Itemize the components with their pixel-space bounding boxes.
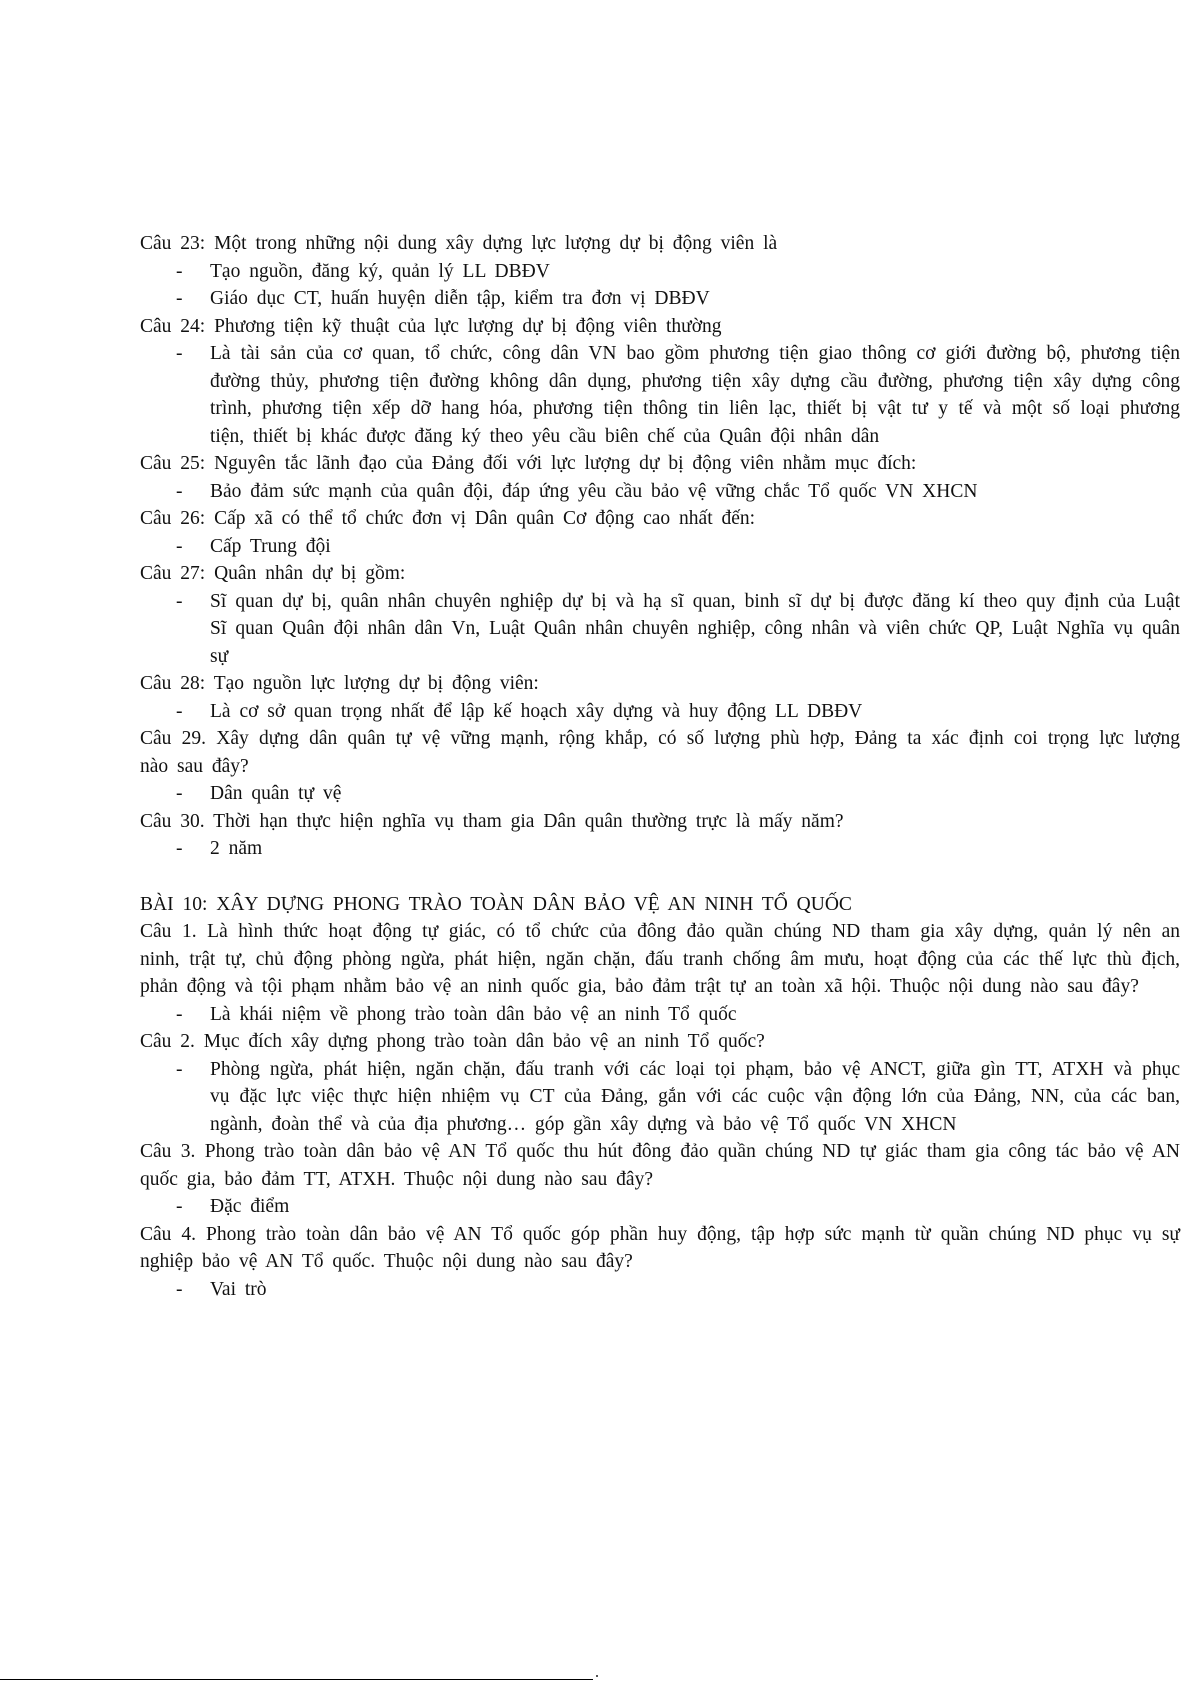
answer-23-2 — [140, 285, 1180, 313]
document-body — [140, 230, 1180, 1303]
bullet-dash: - — [176, 343, 183, 364]
answer-text: Phòng ngừa, phát hiện, ngăn chặn, đấu tranh với các loại tọi phạm, bảo vệ ANCT, giữa gìn TT, ATXH và phục vụ đặc lực việc thực hiện nhiệm vụ CT của Đảng, gắn với các cuộc vận động lớn của Đảng, NN, của các ban, ngành, đoàn thể và của địa phương… góp gần xây dựng và bảo vệ Tổ quốc VN XHCN — [210, 1058, 1180, 1135]
answer-28 — [140, 698, 1180, 726]
answer-text: Dân quân tự vệ — [210, 783, 342, 804]
question-26: Câu 26: Cấp xã có thể tổ chức đơn vị Dân quân Cơ động cao nhất đến: — [140, 508, 756, 529]
question-29: Câu 29. Xây dựng dân quân tự vệ vững mạnh, rộng khắp, có số lượng phù hợp, Đảng ta xác định coi trọng lực lượng nào sau đây? — [140, 728, 1180, 777]
bullet-dash: - — [176, 783, 183, 804]
answer-text: Là khái niệm về phong trào toàn dân bảo vệ an ninh Tổ quốc — [210, 1003, 737, 1025]
answer-29 — [140, 780, 1180, 808]
answer-4 — [140, 1276, 1180, 1304]
question-25: Câu 25: Nguyên tắc lãnh đạo của Đảng đối với lực lượng dự bị động viên nhằm mục đích: — [140, 453, 917, 474]
answer-text: Là tài sản của cơ quan, tổ chức, công dân VN bao gồm phương tiện giao thông cơ giới đường bộ, phương tiện đường thủy, phương tiện đường không dân dụng, phương tiện xây dựng cầu đường, phương tiện xây dựng công trình, phương tiện xếp dỡ hang hóa, phương tiện thông tin liên lạc, thiết bị vật tư y tế và một số loại phương tiện, thiết bị khác được đăng ký theo yêu cầu biên chế của Quân đội nhân dân — [210, 343, 1180, 447]
question-2: Câu 2. Mục đích xây dựng phong trào toàn dân bảo vệ an ninh Tổ quốc? — [140, 1031, 765, 1052]
footer-mark — [596, 1675, 598, 1677]
answer-27 — [140, 588, 1180, 671]
bullet-dash: - — [176, 260, 183, 282]
bullet-dash: - — [176, 700, 183, 722]
bullet-dash: - — [176, 480, 183, 502]
answer-text: Đặc điểm — [210, 1196, 290, 1217]
bullet-dash: - — [176, 1058, 183, 1080]
answer-text: Bảo đảm sức mạnh của quân đội, đáp ứng yêu cầu bảo vệ vững chắc Tổ quốc VN XHCN — [210, 480, 978, 502]
answer-3 — [140, 1193, 1180, 1221]
answer-text: Là cơ sở quan trọng nhất để lập kế hoạch xây dựng và huy động LL DBĐV — [210, 700, 863, 722]
answer-text: Sĩ quan dự bị, quân nhân chuyên nghiệp dự bị và hạ sĩ quan, binh sĩ dự bị được đăng kí theo quy định của Luật Sĩ quan Quân đội nhân dân Vn, Luật Quân nhân chuyên nghiệp, công nhân và viên chức QP, Luật Nghĩa vụ quân sự — [210, 590, 1180, 667]
question-4: Câu 4. Phong trào toàn dân bảo vệ AN Tổ quốc góp phần huy động, tập hợp sức mạnh từ quần chúng ND phục vụ sự nghiệp bảo vệ AN Tổ quốc. Thuộc nội dung nào sau đây? — [140, 1223, 1180, 1272]
footer-rule — [0, 1679, 593, 1680]
answer-text: Cấp Trung đội — [210, 535, 331, 557]
answer-text: 2 năm — [210, 838, 263, 859]
bullet-dash: - — [176, 1278, 183, 1300]
bullet-dash: - — [176, 1003, 183, 1025]
answer-2 — [140, 1056, 1180, 1139]
question-1: Câu 1. Là hình thức hoạt động tự giác, có tổ chức của đông đảo quần chúng ND tham gia xây dựng, quản lý nên an ninh, trật tự, chủ động phòng ngừa, phát hiện, ngăn chặn, đấu tranh chống âm mưu, hoạt động của các thế lực thù địch, phản động và tội phạm nhằm bảo vệ an ninh quốc gia, bảo đảm trật tự an toàn xã hội. Thuộc nội dung nào sau đây? — [140, 921, 1180, 997]
answer-26 — [140, 533, 1180, 561]
answer-text: Vai trò — [210, 1278, 267, 1300]
question-24: Câu 24: Phương tiện kỹ thuật của lực lượng dự bị động viên thường — [140, 315, 722, 337]
bullet-dash: - — [176, 838, 183, 859]
answer-25 — [140, 478, 1180, 506]
answer-24 — [140, 340, 1180, 450]
answer-1 — [140, 1001, 1180, 1029]
answer-23-1 — [140, 258, 1180, 286]
question-30: Câu 30. Thời hạn thực hiện nghĩa vụ tham gia Dân quân thường trực là mấy năm? — [140, 810, 844, 832]
answer-30 — [140, 835, 1180, 863]
answer-text: Giáo dục CT, huấn huyện diễn tập, kiểm tra đơn vị DBĐV — [210, 288, 710, 309]
question-28: Câu 28: Tạo nguồn lực lượng dự bị động viên: — [140, 673, 539, 694]
question-27: Câu 27: Quân nhân dự bị gồm: — [140, 563, 406, 584]
bullet-dash: - — [176, 535, 183, 557]
bullet-dash: - — [176, 590, 183, 612]
question-3: Câu 3. Phong trào toàn dân bảo vệ AN Tổ quốc thu hút đông đảo quần chúng ND tự giác tham gia công tác bảo vệ AN quốc gia, bảo đảm TT, ATXH. Thuộc nội dung nào sau đây? — [140, 1141, 1180, 1190]
bullet-dash: - — [176, 1196, 183, 1217]
section-heading-bai-10: BÀI 10: XÂY DỰNG PHONG TRÀO TOÀN DÂN BẢO VỆ AN NINH TỔ QUỐC — [140, 893, 852, 915]
answer-text: Tạo nguồn, đăng ký, quản lý LL DBĐV — [210, 260, 550, 282]
bullet-dash: - — [176, 288, 183, 309]
question-23: Câu 23: Một trong những nội dung xây dựng lực lượng dự bị động viên là — [140, 233, 778, 254]
